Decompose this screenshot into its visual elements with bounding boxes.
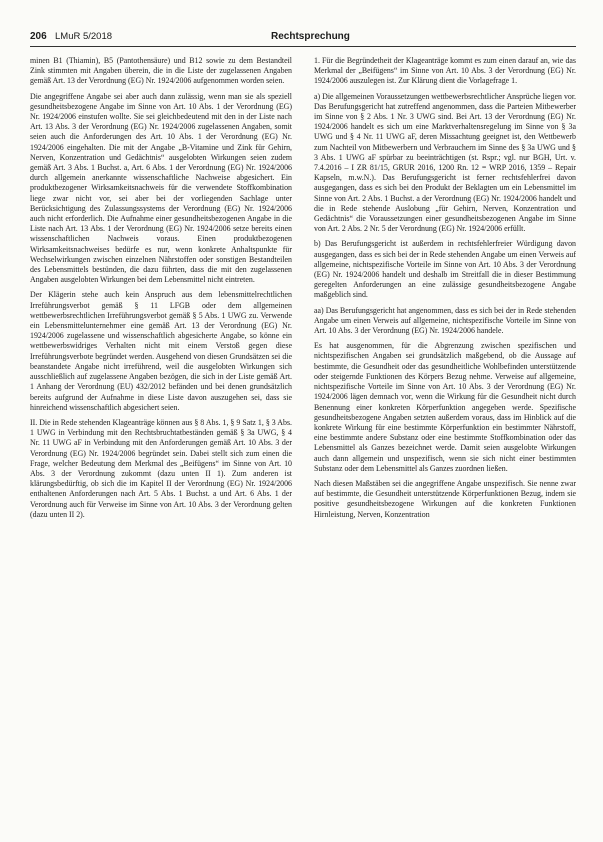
left-column: [30, 56, 292, 838]
paragraph: aa) Das Berufungsgericht hat angenommen, dass es sich bei der in Rede stehenden Angabe um einen Verweis auf allgemeine, nichtspezifische Vorteile im Sinne von Art. 10 Abs. 3 der Verordnung (EG) Nr. 1924/2006 handele.: [314, 305, 576, 336]
paragraph: Der Klägerin stehe auch kein Anspruch aus dem lebensmittelrechtlichen Irreführungsverbot gemäß § 11 LFGB oder dem allgemeinen wettbewerbsrechtlichen Irreführungsverbot gemäß § 5 Abs. 1 UWG zu. Verwende ein Lebensmittelunternehmer eine gemäß Art. 13 der Verordnung (EG) Nr. 1924/2006 zugelassene und wissenschaftlich abgesicherte Angabe, so könne ein wettbewerbswidriges Verhalten nicht mit einem Verstoß gegen diese Irreführungsverbote begründet werden. Ausgehend von diesen Grundsätzen sei die beanstandete Angabe nicht irreführend, weil die ausgelobten Wirkungen sich ausschließlich auf zugelassene Angaben bezögen, die sich in der Liste gemäß Art. 1 Anhang der Verordnung (EU) 432/2012 befänden und bei denen grundsätzlich bereits aufgrund der Aufnahme in diese Liste davon auszugehen sei, dass sie hinreichend wissenschaftlich abgesichert seien.: [30, 290, 292, 412]
section-title: Rechtsprechung: [271, 31, 350, 42]
header-rule: [30, 46, 576, 47]
paragraph: II. Die in Rede stehenden Klageanträge können aus § 8 Abs. 1, § 9 Satz 1, § 3 Abs. 1 UWG in Verbindung mit den Rechtsbruchtatbeständen gemäß § 3a UWG, § 4 Nr. 11 UWG aF in Verbindung mit den Anforderungen gemäß Art. 10 Abs. 3 der Verordnung (EG) Nr. 1924/2006 begründet sein. Dabei stellt sich zum einen die Frage, welcher Bedeutung dem Merkmal des „Beifügens“ im Sinne von Art. 10 Abs. 3 der Verordnung zukommt (dazu unten II 1). Zum anderen ist klärungsbedürftig, ob sich die im Kapitel II der Verordnung (EG) Nr. 1924/2006 enthaltenen Anforderungen nach Art. 5 Abs. 1 Buchst. a und Art. 6 Abs. 1 der Verordnung auch für Verweise im Sinne von Art. 10 Abs. 3 der Verordnung gelten (dazu unten II 2).: [30, 417, 292, 519]
paragraph: minen B1 (Thiamin), B5 (Pantothensäure) und B12 sowie zu dem Bestandteil Zink stimmten mit Angaben überein, die in die Liste der zugelassenen Angaben gemäß Art. 13 der Verordnung (EG) Nr. 1924/2006 aufgenommen worden seien.: [30, 56, 292, 86]
paragraph: a) Die allgemeinen Voraussetzungen wettbewerbsrechtlicher Ansprüche liegen vor. Das Berufungsgericht hat zutreffend angenommen, dass die Parteien Mitbewerber im Sinne von § 2 Abs. 1 Nr. 3 UWG sind. Bei Art. 13 der Verordnung (EG) Nr. 1924/2006 handelt es sich um eine Marktverhaltensregelung im Sinne von § 3a UWG und § 4 Nr. 11 UWG aF, deren Missachtung geeignet ist, den Wettbewerb zum Nachteil von Mitbewerbern und Verbrauchern im Sinne des § 3a UWG und § 3 Abs. 1 UWG aF spürbar zu beeinträchtigen (st. Rspr.; vgl. nur BGH, Urt. v. 7.4.2016 – I ZR 81/15, GRUR 2016, 1200 Rn. 12 = WRP 2016, 1359 – Repair Kapseln, m.w.N.). Das Berufungsgericht ist ferner rechtsfehlerfrei davon ausgegangen, dass es sich bei den Produkt der Beklagten um ein Lebensmittel im Sinne von Art. 2 Abs. 1 Buchst. a der Verordnung (EG) Nr. 1924/2006 handelt und die in Rede stehende Auslobung „für Gehirn, Nerven, Konzentration und Gedächtnis“ die Voraussetzungen einer gesundheitsbezogenen Angabe im Sinne von Art. 2 Abs. 2 Nr. 5 der Verordnung (EG) Nr. 1924/2006 erfüllt.: [314, 91, 576, 234]
paragraph: Die angegriffene Angabe sei aber auch dann zulässig, wenn man sie als speziell gesundheitsbezogene Angabe im Sinne von Art. 10 Abs. 1 der Verordnung (EG) Nr. 1924/2006 einstufen wollte. Sie sei gleichbedeutend mit den in der Liste nach Art. 13 Abs. 3 der Verordnung (EG) Nr. 1924/2006 zugelassenen Angaben, somit seien auch die Anforderungen des Art. 10 Abs. 1 der Verordnung (EG) Nr. 1924/2006 eingehalten. Die mit der Angabe „B-Vitamine und Zink für Gehirn, Nerven, Konzentration und Gedächtnis“ ausgelobten Wirkungen seien zudem gemäß Art. 3 Abs. 1 Buchst. a, Art. 6 Abs. 1 der Verordnung (EG) Nr. 1924/2006 durch allgemein anerkannte wissenschaftliche Nachweise abgesichert. Ein produktbezogener Wirksamkeitsnachweis für die verwendete Stoffkombination liege zwar nicht vor, sei aber bei der vorliegenden Sachlage unter Berücksichtigung des Zulassungssystems der Verordnung (EG) Nr. 1924/2006 auch nicht erforderlich. Die Aufnahme einer gesundheitsbezogenen Angabe in die Liste nach Art. 13 Abs. 1 der Verordnung (EG) Nr. 1924/2006 setze bereits einen wissenschaftlichen Nachweis voraus. Einen produktbezogenen Wirksamkeitsnachweises bedürfe es nur, wenn konkrete Anhaltspunkte für Wechselwirkungen zwischen einzelnen Nährstoffen oder sonstigen Bestandteilen des Lebensmittels bestünden, die dazu führten, dass die mit den zugelassenen Angaben ausgelobten Wirkungen bei dem Lebensmittel nicht eintreten.: [30, 91, 292, 285]
paragraph: Nach diesen Maßstäben sei die angegriffene Angabe unspezifisch. Sie nenne zwar auf bestimmte, die Gesundheit unterstützende Körperfunktionen Bezug, indem sie positive gesundheitsbezogene Wirkungen auf die konkreten Funktionen Hirnleistung, Nerven, Konzentration: [314, 478, 576, 519]
paragraph: b) Das Berufungsgericht ist außerdem in rechtsfehlerfreier Würdigung davon ausgegangen, dass es sich bei der in Rede stehenden Angabe um einen Verweis auf allgemeine, nichtspezifische Vorteile im Sinne von Art. 10 Abs. 3 der Verordnung (EG) Nr. 1924/2006 handelt und deshalb im Streitfall die in dieser Bestimmung geregelten Anforderungen an eine zulässige gesundheitsbezogene Angabe maßgeblich sind.: [314, 239, 576, 300]
paragraph: 1. Für die Begründetheit der Klageanträge kommt es zum einen darauf an, wie das Merkmal der „Beifügens“ im Sinne von Art. 10 Abs. 3 der Verordnung (EG) Nr. 1924/2006 auszulegen ist. Zur Klärung dient die Vorlagefrage 1.: [314, 56, 576, 86]
right-column: [314, 56, 576, 838]
paragraph: Es hat ausgenommen, für die Abgrenzung zwischen spezifischen und nichtspezifischen Angaben sei grundsätzlich maßgebend, ob die Aussage auf bestimmte, die Gesundheit oder das gesundheitliche Wohlbefinden unterstützende oder steigernde Funktionen des Körpers Bezug nehme. Verweise auf allgemeine, nichtspezifische Vorteile im Sinne von Art. 10 Abs. 3 der Verordnung (EG) Nr. 1924/2006 lägen demnach vor, wenn die Wirkung für die Gesundheit nicht durch Benennung einer konkreten Körperfunktion angegeben werde. Spezifische gesundheitsbezogene Angaben setzten außerdem voraus, dass im Hinblick auf die konkrete Wirkung für eine bestimmte Körperfunktion ein bestimmter Nährstoff, eine bestimmte andere Substanz oder eine bestimmte Stoffkombination oder das Lebensmittel als Ganzes bezeichnet werde. Damit seien ausgelobte Wirkungen auch dann allgemein und unspezifisch, wenn sie sich nicht einer bestimmten Substanz oder dem Lebensmittel als Ganzes zuordnen ließen.: [314, 341, 576, 473]
journal-reference: LMuR 5/2018: [55, 31, 113, 42]
page-number: 206: [30, 31, 47, 42]
page-header: [0, 0, 603, 46]
